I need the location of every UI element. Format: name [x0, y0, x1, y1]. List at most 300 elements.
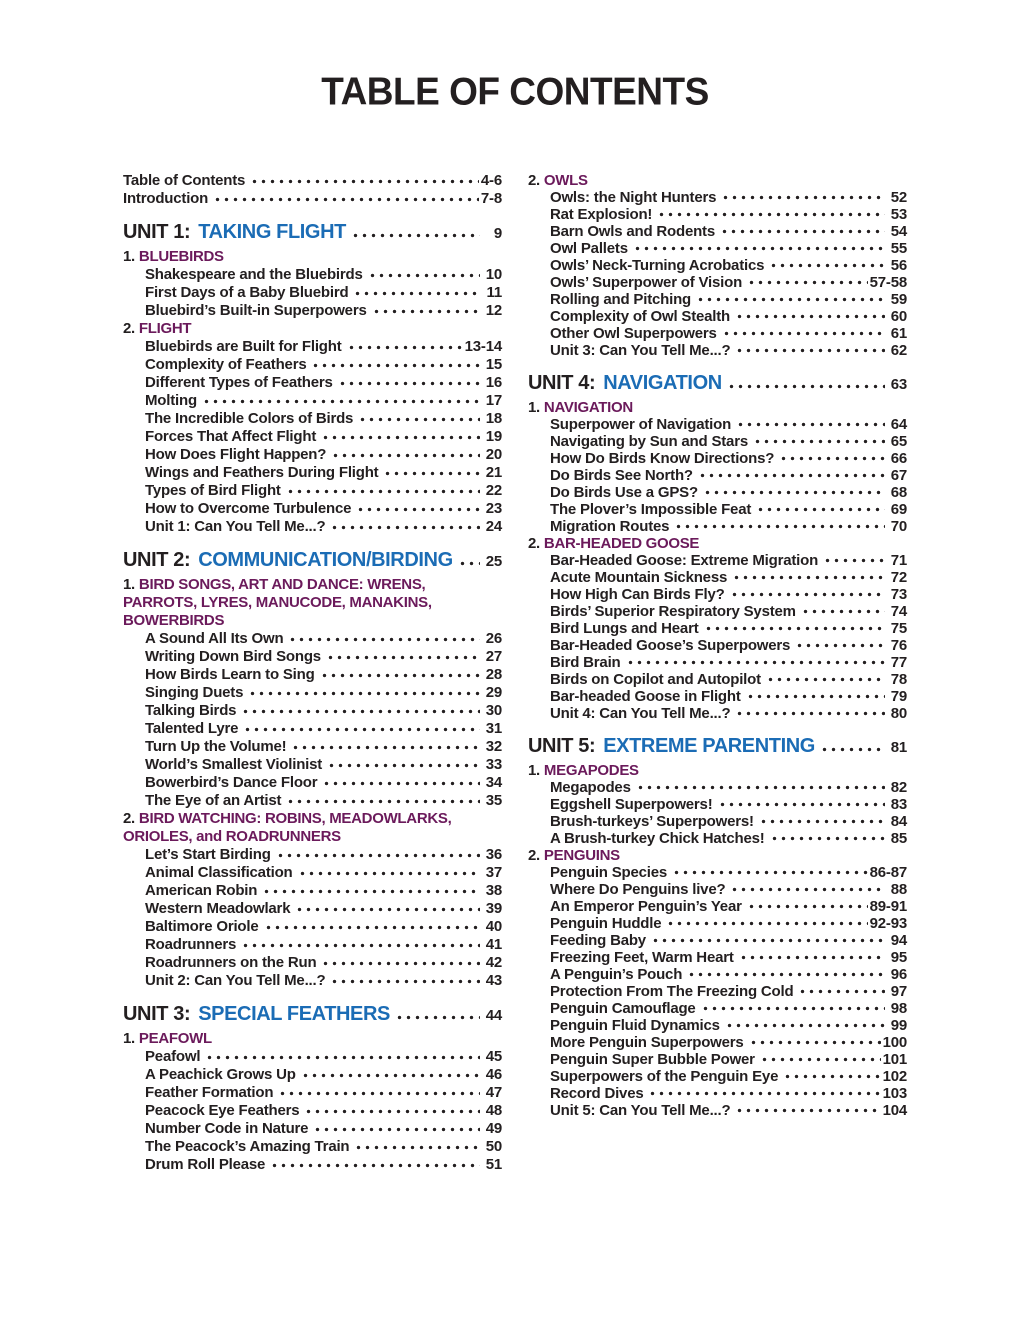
- entry-label: Bar-Headed Goose: Extreme Migration: [550, 552, 819, 569]
- dot-leader: [321, 428, 480, 446]
- dot-leader: [703, 484, 885, 501]
- section-number: 2.: [123, 810, 135, 827]
- page-number: 45: [485, 1048, 502, 1065]
- section-number: 1.: [123, 248, 135, 265]
- page-number: 80: [890, 705, 907, 722]
- page-number: 102: [882, 1068, 907, 1085]
- dot-leader: [698, 467, 885, 484]
- section-number: 1.: [528, 399, 540, 416]
- entry-label: Wings and Feathers During Flight: [145, 464, 379, 481]
- toc-entry-row: [528, 552, 907, 569]
- toc-entry-row: [123, 338, 502, 356]
- dot-leader: [718, 796, 886, 813]
- entry-label: Talking Birds: [145, 702, 237, 719]
- entry-label: Roadrunners: [145, 936, 237, 953]
- page-number: 88: [890, 881, 907, 898]
- entry-label: Forces That Affect Flight: [145, 428, 317, 445]
- toc-entry-row: [123, 1120, 502, 1138]
- page-number: 53: [890, 206, 907, 223]
- entry-label: Unit 4: Can You Tell Me...?: [550, 705, 731, 722]
- unit-header: [123, 220, 502, 246]
- page-number: 35: [485, 792, 502, 809]
- dot-leader: [368, 266, 480, 284]
- entry-label: Penguin Fluid Dynamics: [550, 1017, 720, 1034]
- toc-entry-row: [528, 569, 907, 586]
- page-number: 41: [485, 936, 502, 953]
- toc-entry-row: [528, 308, 907, 325]
- page-number: 57-58: [869, 274, 907, 291]
- page-number: 38: [485, 882, 502, 899]
- page-number: 61: [890, 325, 907, 342]
- toc-entry-row: [123, 972, 502, 990]
- unit-title: NAVIGATION: [603, 372, 722, 394]
- entry-label: Owls’ Neck-Turning Acrobatics: [550, 257, 765, 274]
- page-number: 81: [890, 739, 907, 756]
- dot-leader: [721, 189, 885, 206]
- entry-label: Drum Roll Please: [145, 1156, 266, 1173]
- page-number: 44: [485, 1007, 502, 1024]
- section-header: [528, 762, 907, 779]
- page-number: 21: [485, 464, 502, 481]
- page-number: 67: [890, 467, 907, 484]
- page-number: 72: [890, 569, 907, 586]
- dot-leader: [205, 1048, 480, 1066]
- section-number: 1.: [123, 1030, 135, 1047]
- unit-header: [528, 371, 907, 397]
- toc-entry-row: [528, 881, 907, 898]
- page-number: 11: [486, 284, 502, 301]
- toc-entry-row: [528, 1051, 907, 1068]
- page-number: 71: [890, 552, 907, 569]
- toc-entry-row: [123, 630, 502, 648]
- section-number: 2.: [528, 847, 540, 864]
- entry-label: Introduction: [123, 190, 209, 207]
- toc-entry-row: [528, 189, 907, 206]
- entry-label: Penguin Species: [550, 864, 668, 881]
- toc-entry-row: [123, 846, 502, 864]
- unit-prefix: UNIT 1:: [123, 221, 191, 243]
- toc-entry-row: [528, 257, 907, 274]
- toc-entry-row: [123, 936, 502, 954]
- toc-entry-row: [528, 603, 907, 620]
- dot-leader: [633, 240, 885, 257]
- entry-label: Feeding Baby: [550, 932, 646, 949]
- entry-label: How to Overcome Turbulence: [145, 500, 352, 517]
- entry-label: Peacock Eye Feathers: [145, 1102, 300, 1119]
- dot-leader: [722, 325, 885, 342]
- unit-prefix: UNIT 3:: [123, 1003, 191, 1025]
- section-title: FLIGHT: [138, 320, 192, 337]
- page-number: 84: [890, 813, 907, 830]
- dot-leader: [241, 936, 480, 954]
- dot-leader: [739, 949, 885, 966]
- toc-entry-row: [123, 666, 502, 684]
- dot-leader: [321, 954, 480, 972]
- section-title: PENGUINS: [543, 847, 620, 864]
- entry-label: Penguin Huddle: [550, 915, 662, 932]
- dot-leader: [657, 206, 885, 223]
- dot-leader: [330, 972, 480, 990]
- dot-leader: [730, 881, 885, 898]
- dot-leader: [759, 813, 885, 830]
- dot-leader: [648, 1085, 880, 1102]
- dot-leader: [735, 1102, 880, 1119]
- dot-leader: [760, 1051, 881, 1068]
- entry-label: A Penguin’s Pouch: [550, 966, 683, 983]
- entry-label: Number Code in Nature: [145, 1120, 309, 1137]
- toc-entry-row: [528, 1017, 907, 1034]
- dot-leader: [270, 1156, 480, 1174]
- page-number: 103: [882, 1085, 907, 1102]
- toc-entry-row: [123, 410, 502, 428]
- entry-label: Birds’ Superior Respiratory System: [550, 603, 796, 620]
- dot-leader: [243, 720, 480, 738]
- page-number: 17: [485, 392, 502, 409]
- toc-entry-row: [528, 501, 907, 518]
- section-header: [123, 1030, 502, 1048]
- page-number: 7-8: [480, 190, 502, 207]
- dot-leader: [395, 1002, 480, 1028]
- dot-leader: [286, 792, 480, 810]
- page-number: 4-6: [480, 172, 502, 189]
- toc-entry-row: [123, 374, 502, 392]
- unit-title: COMMUNICATION/BIRDING: [198, 549, 453, 571]
- page-number: 20: [485, 446, 502, 463]
- dot-leader: [687, 966, 885, 983]
- page-number: 63: [890, 376, 907, 393]
- section-header: [123, 576, 502, 630]
- toc-entry-row: [528, 586, 907, 603]
- entry-label: Let’s Start Birding: [145, 846, 271, 863]
- entry-label: Migration Routes: [550, 518, 670, 535]
- entry-label: Do Birds Use a GPS?: [550, 484, 698, 501]
- toc-entry-row: [528, 983, 907, 1000]
- entry-label: Bluebird’s Built-in Superpowers: [145, 302, 367, 319]
- toc-entry-row: [123, 1138, 502, 1156]
- section-title: BLUEBIRDS: [138, 248, 224, 265]
- toc-entry-row: [528, 1068, 907, 1085]
- page-number: 94: [890, 932, 907, 949]
- toc-entry-row: [123, 882, 502, 900]
- section-header: [123, 320, 502, 338]
- page-number: 76: [890, 637, 907, 654]
- dot-leader: [241, 702, 480, 720]
- dot-leader: [801, 603, 885, 620]
- dot-leader: [288, 630, 480, 648]
- toc-entry-row: [528, 1102, 907, 1119]
- entry-label: Unit 1: Can You Tell Me...?: [145, 518, 326, 535]
- dot-leader: [795, 637, 885, 654]
- page-number: 79: [890, 688, 907, 705]
- section-header: [528, 399, 907, 416]
- toc-entry-row: [123, 190, 502, 208]
- toc-column-right: [528, 172, 907, 1174]
- section-number: 2.: [123, 320, 135, 337]
- entry-label: A Brush-turkey Chick Hatches!: [550, 830, 765, 847]
- toc-entry-row: [528, 240, 907, 257]
- entry-label: Owls: the Night Hunters: [550, 189, 717, 206]
- dot-leader: [736, 416, 885, 433]
- dot-leader: [783, 1068, 880, 1085]
- toc-entry-row: [528, 1085, 907, 1102]
- page-number: 30: [485, 702, 502, 719]
- toc-entry-row: [123, 792, 502, 810]
- entry-label: Protection From The Freezing Cold: [550, 983, 794, 1000]
- dot-leader: [770, 830, 885, 847]
- entry-label: The Eye of an Artist: [145, 792, 282, 809]
- entry-label: Where Do Penguins live?: [550, 881, 726, 898]
- page-number: 49: [485, 1120, 502, 1137]
- section-number: 2.: [528, 535, 540, 552]
- toc-entry-row: [123, 518, 502, 536]
- page-number: 12: [485, 302, 502, 319]
- dot-leader: [701, 1000, 885, 1017]
- dot-leader: [704, 620, 885, 637]
- page-number: 60: [890, 308, 907, 325]
- toc-entry-row: [123, 1156, 502, 1174]
- dot-leader: [458, 548, 480, 574]
- page-number: 97: [890, 983, 907, 1000]
- entry-label: Megapodes: [550, 779, 631, 796]
- dot-leader: [358, 410, 480, 428]
- section-number: 1.: [123, 576, 135, 593]
- page-number: 32: [485, 738, 502, 755]
- entry-label: Complexity of Owl Stealth: [550, 308, 731, 325]
- toc-entry-row: [528, 932, 907, 949]
- entry-label: More Penguin Superpowers: [550, 1034, 744, 1051]
- entry-label: Superpower of Navigation: [550, 416, 732, 433]
- dot-leader: [753, 433, 885, 450]
- toc-entry-row: [123, 864, 502, 882]
- dot-leader: [353, 284, 480, 302]
- page-number: 83: [890, 796, 907, 813]
- dot-leader: [338, 374, 480, 392]
- toc-entry-row: [123, 954, 502, 972]
- toc-entry-row: [528, 450, 907, 467]
- entry-label: Other Owl Superpowers: [550, 325, 717, 342]
- dot-leader: [747, 274, 868, 291]
- entry-label: A Sound All Its Own: [145, 630, 284, 647]
- page-number: 28: [485, 666, 502, 683]
- page-number: 56: [890, 257, 907, 274]
- dot-leader: [347, 338, 463, 356]
- entry-label: Freezing Feet, Warm Heart: [550, 949, 734, 966]
- toc-entry-row: [528, 1000, 907, 1017]
- dot-leader: [322, 774, 480, 792]
- dot-leader: [725, 1017, 885, 1034]
- entry-label: Bowerbird’s Dance Floor: [145, 774, 318, 791]
- dot-leader: [320, 666, 480, 684]
- dot-leader: [746, 688, 885, 705]
- entry-label: Bird Lungs and Heart: [550, 620, 699, 637]
- toc-entry-row: [528, 813, 907, 830]
- entry-label: Roadrunners on the Run: [145, 954, 317, 971]
- page-number: 104: [882, 1102, 907, 1119]
- dot-leader: [354, 1138, 480, 1156]
- toc-entry-row: [123, 738, 502, 756]
- unit-title: SPECIAL FEATHERS: [198, 1003, 390, 1025]
- entry-label: How Does Flight Happen?: [145, 446, 327, 463]
- page-number: 23: [485, 500, 502, 517]
- page-number: 19: [485, 428, 502, 445]
- entry-label: Singing Duets: [145, 684, 244, 701]
- entry-label: Do Birds See North?: [550, 467, 693, 484]
- dot-leader: [356, 500, 480, 518]
- toc-entry-row: [528, 518, 907, 535]
- dot-leader: [798, 983, 885, 1000]
- toc-entry-row: [528, 949, 907, 966]
- page-number: 42: [485, 954, 502, 971]
- dot-leader: [779, 450, 885, 467]
- toc-entry-row: [528, 206, 907, 223]
- page-number: 52: [890, 189, 907, 206]
- entry-label: The Plover’s Impossible Feat: [550, 501, 752, 518]
- dot-leader: [636, 779, 885, 796]
- entry-label: How High Can Birds Fly?: [550, 586, 725, 603]
- entry-label: Talented Lyre: [145, 720, 239, 737]
- dot-leader: [331, 446, 480, 464]
- dot-leader: [756, 501, 885, 518]
- dot-leader: [735, 308, 885, 325]
- toc-entry-row: [123, 172, 502, 190]
- page-number: 46: [485, 1066, 502, 1083]
- page-number: 48: [485, 1102, 502, 1119]
- section-header: [528, 172, 907, 189]
- dot-leader: [295, 900, 480, 918]
- toc-entry-row: [528, 688, 907, 705]
- dot-leader: [626, 654, 885, 671]
- toc-entry-row: [528, 864, 907, 881]
- dot-leader: [351, 220, 480, 246]
- page-number: 69: [890, 501, 907, 518]
- toc-entry-row: [528, 705, 907, 722]
- toc-entry-row: [123, 464, 502, 482]
- toc-entry-row: [123, 428, 502, 446]
- dot-leader: [276, 846, 480, 864]
- toc-entry-row: [528, 915, 907, 932]
- page-number: 13-14: [464, 338, 502, 355]
- entry-label: Complexity of Feathers: [145, 356, 307, 373]
- entry-label: Unit 2: Can You Tell Me...?: [145, 972, 326, 989]
- page-number: 64: [890, 416, 907, 433]
- toc-entry-row: [123, 392, 502, 410]
- page-number: 16: [485, 374, 502, 391]
- section-header: [123, 810, 502, 846]
- entry-label: How Do Birds Know Directions?: [550, 450, 775, 467]
- toc-entry-row: [123, 648, 502, 666]
- toc-entry-row: [528, 671, 907, 688]
- entry-label: How Birds Learn to Sing: [145, 666, 315, 683]
- page-number: 65: [890, 433, 907, 450]
- dot-leader: [311, 356, 480, 374]
- toc-entry-row: [123, 482, 502, 500]
- toc-entry-row: [528, 898, 907, 915]
- section-title: OWLS: [543, 172, 588, 189]
- toc-entry-row: [123, 284, 502, 302]
- toc-entry-row: [528, 416, 907, 433]
- dot-leader: [735, 342, 885, 359]
- page-number: 40: [485, 918, 502, 935]
- page-number: 78: [890, 671, 907, 688]
- entry-label: The Incredible Colors of Birds: [145, 410, 354, 427]
- page-number: 99: [890, 1017, 907, 1034]
- dot-leader: [823, 552, 885, 569]
- unit-header: [123, 548, 502, 574]
- dot-leader: [732, 569, 885, 586]
- section-header: [123, 248, 502, 266]
- page-number: 82: [890, 779, 907, 796]
- toc-entry-row: [123, 446, 502, 464]
- dot-leader: [749, 1034, 881, 1051]
- dot-leader: [383, 464, 480, 482]
- toc-entry-row: [123, 720, 502, 738]
- entry-label: World’s Smallest Violinist: [145, 756, 323, 773]
- entry-label: Owls’ Superpower of Vision: [550, 274, 743, 291]
- entry-label: Turn Up the Volume!: [145, 738, 287, 755]
- dot-leader: [286, 482, 480, 500]
- unit-prefix: UNIT 2:: [123, 549, 191, 571]
- entry-label: Rat Explosion!: [550, 206, 653, 223]
- toc-entry-row: [123, 266, 502, 284]
- entry-label: Western Meadowlark: [145, 900, 291, 917]
- entry-label: Penguin Super Bubble Power: [550, 1051, 755, 1068]
- entry-label: Table of Contents: [123, 172, 246, 189]
- dot-leader: [672, 864, 868, 881]
- dot-leader: [651, 932, 885, 949]
- page-number: 25: [485, 553, 502, 570]
- page-number: 26: [485, 630, 502, 647]
- page-number: 86-87: [869, 864, 907, 881]
- toc-entry-row: [123, 1048, 502, 1066]
- dot-leader: [769, 257, 885, 274]
- page-number: 54: [890, 223, 907, 240]
- page-number: 47: [485, 1084, 502, 1101]
- page-title: TABLE OF CONTENTS: [321, 70, 709, 113]
- dot-leader: [278, 1084, 480, 1102]
- toc-entry-row: [123, 500, 502, 518]
- entry-label: Baltimore Oriole: [145, 918, 259, 935]
- toc-entry-row: [528, 467, 907, 484]
- section-number: 1.: [528, 762, 540, 779]
- dot-leader: [666, 915, 867, 932]
- entry-label: Rolling and Pitching: [550, 291, 691, 308]
- page-number: 55: [890, 240, 907, 257]
- dot-leader: [250, 172, 479, 190]
- dot-leader: [747, 898, 868, 915]
- page-number: 31: [485, 720, 502, 737]
- page-number: 75: [890, 620, 907, 637]
- toc-entry-row: [123, 1084, 502, 1102]
- toc-entry-row: [123, 756, 502, 774]
- entry-label: Different Types of Feathers: [145, 374, 333, 391]
- section-title: BIRD WATCHING: ROBINS, MEADOWLARKS, ORIOLES, and ROADRUNNERS: [123, 810, 452, 845]
- toc-entry-row: [123, 900, 502, 918]
- entry-label: Bluebirds are Built for Flight: [145, 338, 342, 355]
- page-number: 39: [485, 900, 502, 917]
- dot-leader: [264, 918, 481, 936]
- page-number: 29: [485, 684, 502, 701]
- dot-leader: [291, 738, 480, 756]
- section-header: [528, 535, 907, 552]
- toc-entry-row: [123, 774, 502, 792]
- page-number: 68: [890, 484, 907, 501]
- dot-leader: [213, 190, 479, 208]
- section-title: PEAFOWL: [138, 1030, 212, 1047]
- dot-leader: [766, 671, 885, 688]
- page-number: 18: [485, 410, 502, 427]
- page-number: 100: [882, 1034, 907, 1051]
- page-number: 50: [485, 1138, 502, 1155]
